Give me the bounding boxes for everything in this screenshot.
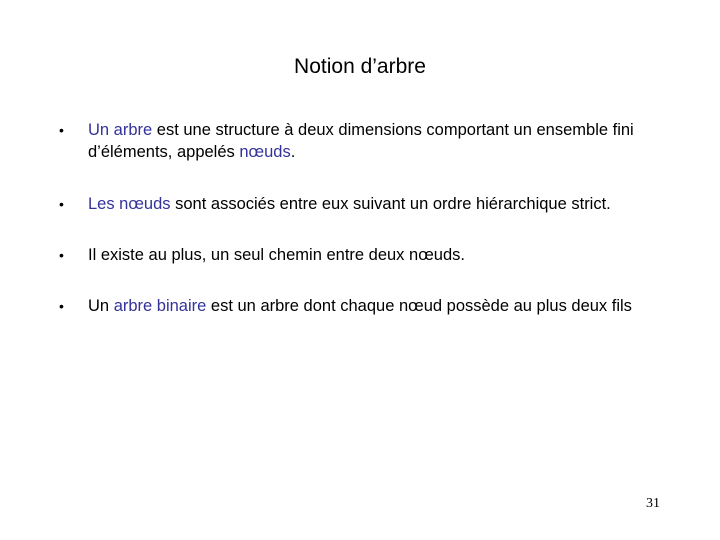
bullet-text	[88, 119, 688, 163]
bullet-text-segment: Il existe au plus, un seul chemin entre deux nœuds.	[88, 246, 465, 264]
bullet-text-segment: est une structure à deux dimensions comportant un ensemble fini d’éléments, appelés	[88, 121, 634, 161]
bullet-text	[88, 193, 688, 215]
slide-title: Notion d’arbre	[294, 55, 426, 78]
bullet-marker: •	[59, 196, 64, 212]
term-les-noeuds: Les nœuds	[88, 195, 171, 213]
bullet-text	[88, 295, 688, 317]
bullet-text-segment: est un arbre dont chaque nœud possède au plus deux fils	[206, 297, 632, 315]
bullet-text-segment: sont associés entre eux suivant un ordre hiérarchique strict.	[170, 195, 611, 213]
bullet-text-segment: .	[290, 143, 296, 161]
term-un-arbre: Un arbre	[88, 121, 153, 139]
bullet-marker: •	[59, 247, 64, 263]
bullet-marker: •	[59, 298, 64, 314]
bullet-text-segment: Un	[88, 297, 114, 315]
term-arbre-binaire: arbre binaire	[113, 297, 207, 315]
bullet-marker: •	[59, 122, 64, 138]
term-noeuds: nœuds	[239, 143, 291, 161]
bullet-text	[88, 244, 688, 266]
page-number: 31	[646, 496, 660, 511]
